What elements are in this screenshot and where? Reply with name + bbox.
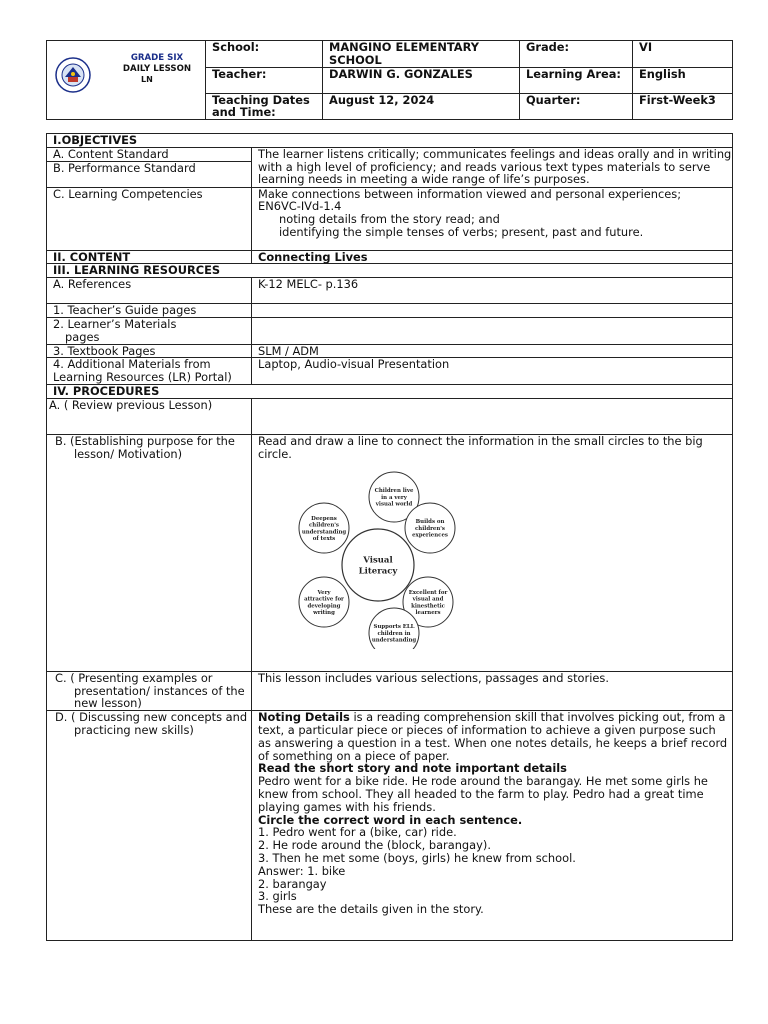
- references-label: A. References: [47, 278, 252, 304]
- node-label-2-line: children's: [415, 525, 445, 532]
- content-standard-label: A. Content Standard: [47, 147, 252, 161]
- area-label: Learning Area:: [520, 67, 633, 93]
- question-2: 2. He rode around the (block, barangay).: [258, 838, 491, 853]
- node-label-4-line: Supports ELL: [373, 624, 415, 631]
- performance-standard-label: B. Performance Standard: [47, 161, 252, 187]
- dates-value: August 12, 2024: [323, 93, 520, 120]
- noting-details-def1: is a reading comprehension skill that involves picking out, from a: [349, 710, 726, 725]
- discussing-label: D. ( Discussing new concepts and practicing new skills): [55, 710, 248, 737]
- content-heading: II. CONTENT: [47, 250, 252, 264]
- competencies-line3: identifying the simple tenses of verbs; present, past and future.: [279, 224, 644, 239]
- review-value: [252, 398, 733, 434]
- visual-literacy-diagram: [280, 465, 476, 649]
- learners-materials-cell: [47, 317, 252, 344]
- node-label-5-line: Very: [317, 589, 331, 596]
- teachers-guide-label: 1. Teacher’s Guide pages: [47, 304, 252, 318]
- competencies-code: EN6VC-IVd-1.4: [258, 199, 342, 214]
- grade-label: Grade:: [520, 41, 633, 68]
- discussing-content: [252, 711, 733, 941]
- node-label-6-line: children's: [309, 522, 339, 529]
- competencies-cell: [252, 187, 733, 250]
- story-text-2: playing games with his friends.: [258, 799, 436, 814]
- teacher-value: DARWIN G. GONZALES: [323, 67, 520, 93]
- content-value: Connecting Lives: [252, 250, 733, 264]
- node-label-1-line: Children live: [374, 488, 414, 495]
- center-label-line: Visual: [363, 555, 393, 566]
- deped-seal-icon: [55, 57, 91, 93]
- story-text-1: Pedro went for a bike ride. He rode around the barangay. He met some girls he knew from school. They all headed to the farm to play. Pedro had a great time: [258, 774, 708, 801]
- procedures-heading: IV. PROCEDURES: [47, 384, 733, 398]
- logo-cell: [47, 41, 206, 120]
- textbook-value: SLM / ADM: [252, 344, 733, 358]
- circle-heading: Circle the correct word in each sentence.: [258, 812, 523, 827]
- area-value: English: [633, 67, 733, 93]
- answer-3: 3. girls: [258, 889, 297, 904]
- node-label-5-line: writing: [313, 610, 335, 617]
- node-label-5-line: attractive for: [304, 596, 344, 603]
- motivation-label: B. (Establishing purpose for the lesson/ Motivation): [55, 433, 235, 461]
- noting-details-def2: text, a particular piece or pieces of information to achieve a given purpose such as answering a question in a test. When one notes details, he keeps a brief record of something on a piece of paper.: [258, 722, 728, 763]
- objectives-heading: I.OBJECTIVES: [47, 134, 733, 148]
- quarter-label: Quarter:: [520, 93, 633, 120]
- presenting-label-cell: [47, 671, 252, 710]
- node-label-3-line: Excellent for: [408, 589, 448, 596]
- grade-value: VI: [633, 41, 733, 68]
- noting-details-term: Noting Details: [258, 710, 350, 725]
- node-label-3-line: visual and: [412, 596, 444, 603]
- textbook-label: 3. Textbook Pages: [47, 344, 252, 358]
- grade-six-label: GRADE SIX: [130, 53, 184, 63]
- node-label-2-line: Builds on: [415, 519, 445, 526]
- answer-1: Answer: 1. bike: [258, 863, 346, 878]
- node-label-4-line: understanding: [371, 637, 417, 644]
- motivation-text: Read and draw a line to connect the information in the small circles to the big circle.: [252, 434, 733, 671]
- grade-six-title: [107, 53, 207, 74]
- node-label-6-line: Deepens: [311, 515, 337, 522]
- motivation-label-cell: [47, 434, 252, 671]
- teachers-guide-value: [252, 304, 733, 318]
- header-table: [46, 40, 733, 120]
- review-label: A. ( Review previous Lesson): [47, 398, 252, 434]
- school-label: School:: [206, 41, 323, 68]
- node-label-1-line: in a very: [381, 494, 407, 501]
- additional-materials-value: Laptop, Audio-visual Presentation: [252, 358, 733, 385]
- node-label-1-line: visual world: [375, 501, 413, 508]
- answer-2: 2. barangay: [258, 876, 327, 891]
- closing-text: These are the details given in the story.: [258, 902, 484, 917]
- node-label-4-line: children in: [377, 630, 411, 637]
- story-heading: Read the short story and note important details: [258, 761, 567, 776]
- learners-materials-pages: pages: [65, 329, 100, 344]
- question-3: 3. Then he met some (boys, girls) he knew from school.: [258, 850, 576, 865]
- competencies-line2: noting details from the story read; and: [279, 212, 500, 227]
- node-label-6-line: of texts: [312, 536, 336, 543]
- dates-label: Teaching Dates and Time:: [206, 93, 323, 120]
- daily-lesson-label: DAILY LESSON: [122, 63, 192, 74]
- daily-lesson-tail: LN: [141, 75, 153, 84]
- node-label-2-line: experiences: [412, 532, 448, 539]
- presenting-text: This lesson includes various selections, passages and stories.: [252, 671, 733, 710]
- resources-heading: III. LEARNING RESOURCES: [47, 264, 733, 278]
- discussing-label-cell: [47, 711, 252, 941]
- additional-materials-label: 4. Additional Materials from Learning Resources (LR) Portal): [47, 358, 252, 385]
- standard-text: The learner listens critically; communicates feelings and ideas orally and in writing with a high level of proficiency; and reads various text types materials to serve learning needs in meeting a wide range of life’s purposes.: [252, 147, 733, 187]
- presenting-label: C. ( Presenting examples or presentation/ instances of the new lesson): [55, 670, 245, 711]
- quarter-value: First-Week3: [633, 93, 733, 120]
- learners-materials-label: 2. Learner’s Materials: [53, 316, 177, 331]
- node-label-6-line: understanding: [301, 529, 347, 536]
- question-1: 1. Pedro went for a (bike, car) ride.: [258, 825, 457, 840]
- center-label-line: Literacy: [358, 566, 398, 577]
- learners-materials-value: [252, 317, 733, 344]
- node-label-5-line: developing: [307, 603, 341, 610]
- teacher-label: Teacher:: [206, 67, 323, 93]
- competencies-label: C. Learning Competencies: [47, 187, 252, 250]
- competencies-line1: Make connections between information viewed and personal experiences;: [258, 186, 682, 201]
- node-label-3-line: kinesthetic: [411, 603, 445, 610]
- school-value: MANGINO ELEMENTARY SCHOOL: [323, 41, 520, 68]
- references-value: K-12 MELC- p.136: [252, 278, 733, 304]
- node-label-3-line: learners: [415, 610, 441, 617]
